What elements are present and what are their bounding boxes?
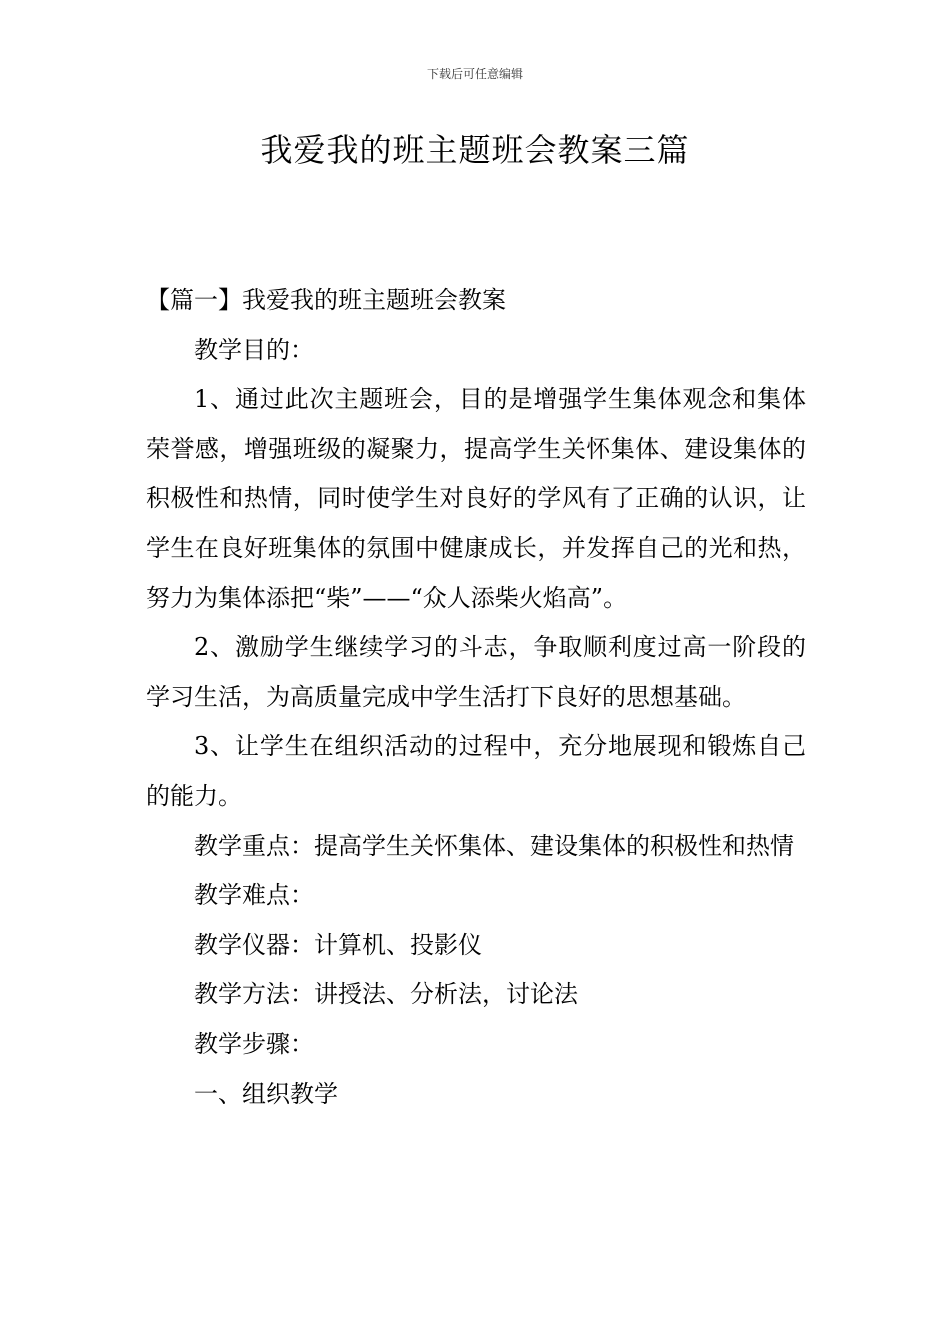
paragraph-goal-2: 2、激励学生继续学习的斗志，争取顺利度过高一阶段的学习生活，为高质量完成中学生活打下良好的思想基础。 [146,633,806,711]
paragraph-equipment: 教学仪器：计算机、投影仪 [194,930,482,959]
paragraph-step-1: 一、组织教学 [194,1079,338,1108]
paragraph-steps-label: 教学步骤： [194,1029,314,1058]
document-body [146,276,806,1119]
paragraph-method: 教学方法：讲授法、分析法，讨论法 [194,980,578,1009]
paragraph-goal-1: 1、通过此次主题班会，目的是增强学生集体观念和集体荣誉感，增强班级的凝聚力，提高学生关怀集体、建设集体的积极性和热情，同时使学生对良好的学风有了正确的认识，让学生在良好班集体的氛围中健康成长，并发挥自己的光和热，努力为集体添把“柴”——“众人添柴火焰高”。 [146,385,806,612]
section-heading: 【篇一】我爱我的班主题班会教案 [146,286,506,314]
paragraph-difficulty: 教学难点： [194,881,314,910]
page-header-note: 下载后可任意编辑 [426,67,523,81]
paragraph-key-point: 教学重点：提高学生关怀集体、建设集体的积极性和热情 [194,831,794,860]
paragraph-teaching-goal-label: 教学目的： [194,335,314,364]
document-title: 我爱我的班主题班会教案三篇 [260,131,690,169]
paragraph-goal-3: 3、让学生在组织活动的过程中，充分地展现和锻炼自己的能力。 [146,732,806,810]
